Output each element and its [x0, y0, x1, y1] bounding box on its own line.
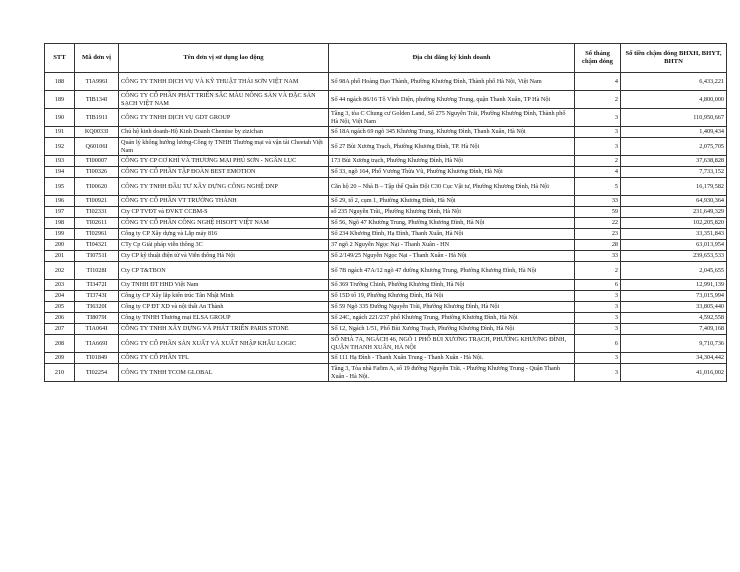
row-amount: 7,733,152 — [621, 167, 727, 178]
row-address: SỐ NHÀ 7A, NGÁCH 46, NGÕ 1 PHỐ BÙI XƯƠNG TRẠCH, PHƯỜNG KHƯƠNG ĐÌNH, QUẬN THANH XUÂN, HÀ NỘI — [329, 335, 575, 353]
row-address: số 235 Nguyễn Trãi,, Phường Khương Đình, Hà Nội — [329, 207, 575, 218]
row-address: Số 29, tổ 2, cụm 1, Phường Khương Đình, Hà Nội — [329, 196, 575, 207]
table-row — [45, 251, 727, 262]
row-code: TI00921 — [75, 196, 119, 207]
row-stt: 190 — [45, 109, 75, 127]
row-address: Căn hộ 20 – Nhà B – Tập thể Quân Đội C30 Cục Vật tư, Phường Khương Đình, Hà Nội — [329, 178, 575, 196]
row-code: TI02611 — [75, 218, 119, 229]
table-row — [45, 313, 727, 324]
row-name: Cty CP T&TBON — [119, 262, 329, 280]
row-stt: 196 — [45, 196, 75, 207]
row-amount: 4,592,558 — [621, 313, 727, 324]
row-amount: 2,045,655 — [621, 262, 727, 280]
row-address: 37 ngõ 2 Nguyễn Ngọc Nại - Thanh Xuân - HN — [329, 240, 575, 251]
row-name: Cty CP TVĐT và ĐVKT CCBM-S — [119, 207, 329, 218]
row-code: TI04321 — [75, 240, 119, 251]
row-months: 4 — [575, 73, 621, 91]
header-amount: Số tiền chậm đóng BHXH, BHYT, BHTN — [621, 44, 727, 73]
row-name: Công ty TNHH Thương mại ELSA GROUP — [119, 313, 329, 324]
table-row — [45, 364, 727, 382]
row-amount: 6,433,221 — [621, 73, 727, 91]
row-address: Số 44 ngách 86/16 Tô Vĩnh Diện, phường Khương Trung, quận Thanh Xuân, TP Hà Nội — [329, 91, 575, 109]
header-row — [45, 44, 727, 73]
row-months: 3 — [575, 127, 621, 138]
row-stt: 205 — [45, 302, 75, 313]
row-months: 22 — [575, 218, 621, 229]
row-months: 2 — [575, 262, 621, 280]
header-months: Số tháng chậm đóng — [575, 44, 621, 73]
table-row — [45, 302, 727, 313]
row-amount: 73,015,994 — [621, 291, 727, 302]
row-code: TI02331 — [75, 207, 119, 218]
row-amount: 2,075,705 — [621, 138, 727, 156]
row-code: TI3743I — [75, 291, 119, 302]
row-amount: 9,710,736 — [621, 335, 727, 353]
row-name: CÔNG TY TNHH DỊCH VỤ VÀ KỸ THUẬT THÁI SƠN VIỆT NAM — [119, 73, 329, 91]
row-amount: 33,351,843 — [621, 229, 727, 240]
table-row — [45, 156, 727, 167]
row-code: TI00326 — [75, 167, 119, 178]
row-amount: 239,653,533 — [621, 251, 727, 262]
row-stt: 210 — [45, 364, 75, 382]
row-stt: 188 — [45, 73, 75, 91]
row-name: Công ty CP Xây lắp kiến trúc Tân Nhật Minh — [119, 291, 329, 302]
table-row — [45, 324, 727, 335]
table-row — [45, 207, 727, 218]
row-code: TI0751I — [75, 251, 119, 262]
row-months: 5 — [575, 178, 621, 196]
row-stt: 200 — [45, 240, 75, 251]
header-stt: STT — [45, 44, 75, 73]
row-stt: 202 — [45, 262, 75, 280]
row-amount: 102,205,820 — [621, 218, 727, 229]
row-amount: 37,638,828 — [621, 156, 727, 167]
row-months: 2 — [575, 156, 621, 167]
row-amount: 33,805,440 — [621, 302, 727, 313]
row-name: CÔNG TY CỔ PHẦN VT TRƯỜNG THÀNH — [119, 196, 329, 207]
row-stt: 207 — [45, 324, 75, 335]
table-row — [45, 335, 727, 353]
row-code: TI01849 — [75, 353, 119, 364]
table-row — [45, 138, 727, 156]
table-row — [45, 262, 727, 280]
row-name: CÔNG TY CỔ PHẦN CÔNG NGHỆ HISOFT VIỆT NAM — [119, 218, 329, 229]
row-name: CÔNG TY CỔ PHẦN PHÁT TRIỂN SẮC MÀU NÔNG SẢN VÀ ĐẶC SẢN SẠCH VIỆT NAM — [119, 91, 329, 109]
row-name: CÔNG TY TNHH XÂY DỰNG VÀ PHÁT TRIỂN PARIS STONE — [119, 324, 329, 335]
row-months: 3 — [575, 313, 621, 324]
row-address: Số 27 Bùi Xương Trạch, Phường Khương Đình, TP. Hà Nội — [329, 138, 575, 156]
row-stt: 206 — [45, 313, 75, 324]
row-amount: 34,304,442 — [621, 353, 727, 364]
row-stt: 204 — [45, 291, 75, 302]
table-row — [45, 109, 727, 127]
header-code: Mã đơn vị — [75, 44, 119, 73]
row-months: 4 — [575, 167, 621, 178]
row-months: 3 — [575, 364, 621, 382]
debt-table — [44, 43, 727, 382]
row-name: CÔNG TY CỔ PHẦN TẬP ĐOÀN BEST EMOTION — [119, 167, 329, 178]
debt-table-page — [44, 43, 726, 382]
row-address: Số 98A phố Hoàng Đạo Thành, Phường Khương Đình, Thành phố Hà Nội, Việt Nam — [329, 73, 575, 91]
row-months: 3 — [575, 291, 621, 302]
row-code: TIB191I — [75, 109, 119, 127]
row-stt: 191 — [45, 127, 75, 138]
row-amount: 64,930,364 — [621, 196, 727, 207]
row-stt: 194 — [45, 167, 75, 178]
table-row — [45, 178, 727, 196]
row-address: Số 24C, ngách 221/237 phố Khương Trung, Phường Khương Đình, Hà Nội — [329, 313, 575, 324]
row-stt: 189 — [45, 91, 75, 109]
table-row — [45, 240, 727, 251]
row-months: 3 — [575, 324, 621, 335]
row-code: TI00620 — [75, 178, 119, 196]
row-code: TIA996I — [75, 73, 119, 91]
row-months: 33 — [575, 251, 621, 262]
row-code: TIA064I — [75, 324, 119, 335]
row-code: Q60106I — [75, 138, 119, 156]
row-name: Công ty CP Xây dựng và Lắp máy 816 — [119, 229, 329, 240]
row-months: 59 — [575, 207, 621, 218]
row-code: TI1028I — [75, 262, 119, 280]
row-name: Quản lý không hưởng lương-Công ty TNHH Thương mại và vận tải Cheetah Việt Nam — [119, 138, 329, 156]
table-row — [45, 291, 727, 302]
row-amount: 110,950,667 — [621, 109, 727, 127]
row-amount: 16,179,582 — [621, 178, 727, 196]
row-stt: 198 — [45, 218, 75, 229]
row-name: Công ty CP ĐT XD và nội thất An Thành — [119, 302, 329, 313]
row-amount: 231,649,329 — [621, 207, 727, 218]
row-code: TIA669I — [75, 335, 119, 353]
row-address: Số 2/149/25 Nguyễn Ngọc Nại - Thanh Xuân - Hà Nội — [329, 251, 575, 262]
row-name: CÔNG TY TNHH TCOM GLOBAL — [119, 364, 329, 382]
row-stt: 193 — [45, 156, 75, 167]
row-address: Số 234 Khương Đình, Hạ Đình, Thanh Xuân, Hà Nội — [329, 229, 575, 240]
row-code: KQ0033I — [75, 127, 119, 138]
table-row — [45, 229, 727, 240]
row-name: CÔNG TY CỔ PHẦN TFL — [119, 353, 329, 364]
row-months: 3 — [575, 109, 621, 127]
row-address: Số 59 Ngõ 335 Đường Nguyễn Trãi, Phường Khương Đình, Hà Nội — [329, 302, 575, 313]
row-months: 2 — [575, 91, 621, 109]
table-body — [45, 73, 727, 382]
header-name: Tên đơn vị sử dụng lao động — [119, 44, 329, 73]
row-code: TI02961 — [75, 229, 119, 240]
table-row — [45, 280, 727, 291]
table-row — [45, 196, 727, 207]
row-amount: 12,991,139 — [621, 280, 727, 291]
row-code: TIB134I — [75, 91, 119, 109]
row-name: CÔNG TY CP CƠ KHÍ VÀ THƯƠNG MẠI PHÚ SƠN - NGÂN LỤC — [119, 156, 329, 167]
row-amount: 7,409,168 — [621, 324, 727, 335]
row-address: Số 56, Ngõ 47 Khương Trung, Phường Khương Đình, Hà Nội — [329, 218, 575, 229]
row-code: TI3472I — [75, 280, 119, 291]
table-row — [45, 218, 727, 229]
row-name: Cty TNHH ĐT HHD Việt Nam — [119, 280, 329, 291]
row-address: Số 7B ngách 47A/12 ngõ 47 đường Khương Trung, Phường Khương Đình, Hà Nội — [329, 262, 575, 280]
row-months: 3 — [575, 353, 621, 364]
row-stt: 195 — [45, 178, 75, 196]
row-address: Số 111 Hạ Đình - Thanh Xuân Trung - Thanh Xuân - Hà Nội. — [329, 353, 575, 364]
row-months: 23 — [575, 229, 621, 240]
table-row — [45, 127, 727, 138]
row-address: Số 33, ngõ 164, Phố Vương Thừa Vũ, Phường Khương Đình, Hà Nội — [329, 167, 575, 178]
row-code: TI00007 — [75, 156, 119, 167]
row-name: CÔNG TY CỔ PHẦN SẢN XUẤT VÀ XUẤT NHẬP KHẨU LOGIC — [119, 335, 329, 353]
table-row — [45, 167, 727, 178]
row-stt: 203 — [45, 280, 75, 291]
row-name: CÔNG TY TNHH ĐẦU TƯ XÂY DỰNG CÔNG NGHỆ DNP — [119, 178, 329, 196]
row-months: 28 — [575, 240, 621, 251]
row-name: CTy Cp Giải pháp viễn thông 3C — [119, 240, 329, 251]
row-address: Số 12, Ngách 1/51, Phố Bùi Xương Trạch, Phường Khương Đình, Hà Nội — [329, 324, 575, 335]
row-months: 6 — [575, 280, 621, 291]
table-row — [45, 91, 727, 109]
row-code: TI6320I — [75, 302, 119, 313]
row-stt: 192 — [45, 138, 75, 156]
row-months: 33 — [575, 196, 621, 207]
row-code: TI02254 — [75, 364, 119, 382]
row-months: 3 — [575, 138, 621, 156]
row-address: Tầng 3, tòa C Chung cư Golden Land, Số 275 Nguyễn Trãi, Phường Khương Đình, Thành phố Hà Nội, Việt Nam — [329, 109, 575, 127]
table-row — [45, 73, 727, 91]
row-code: TI8079I — [75, 313, 119, 324]
row-stt: 208 — [45, 335, 75, 353]
row-name: Cty CP kỹ thuật điện tử và Viễn thông Hà Nội — [119, 251, 329, 262]
row-stt: 197 — [45, 207, 75, 218]
row-amount: 4,800,000 — [621, 91, 727, 109]
row-address: Số 18A ngách 69 ngõ 345 Khương Trung, Khương Đình, Thanh Xuân, Hà Nội — [329, 127, 575, 138]
row-months: 6 — [575, 335, 621, 353]
row-name: Chủ hộ kinh doanh-Hộ Kinh Doanh Chemise by zizichan — [119, 127, 329, 138]
header-address: Địa chỉ đăng ký kinh doanh — [329, 44, 575, 73]
row-address: 173 Bùi Xương trạch, Phường Khương Đình, Hà Nội — [329, 156, 575, 167]
row-amount: 1,409,434 — [621, 127, 727, 138]
row-amount: 41,016,002 — [621, 364, 727, 382]
row-amount: 63,013,954 — [621, 240, 727, 251]
row-stt: 209 — [45, 353, 75, 364]
row-address: Tầng 3, Tòa nhà Fafim A, số 19 đường Nguyễn Trãi. - Phường Khương Trung - Quận Thanh Xuân - Hà Nội. — [329, 364, 575, 382]
row-stt: 201 — [45, 251, 75, 262]
row-stt: 199 — [45, 229, 75, 240]
row-months: 3 — [575, 302, 621, 313]
row-name: CÔNG TY TNHH DỊCH VỤ GDT GROUP — [119, 109, 329, 127]
row-address: Số 369 Trường Chinh, Phường Khương Đình, Hà Nội — [329, 280, 575, 291]
row-address: Số 15D tổ 19, Phường Khương Đình, Hà Nội — [329, 291, 575, 302]
table-row — [45, 353, 727, 364]
